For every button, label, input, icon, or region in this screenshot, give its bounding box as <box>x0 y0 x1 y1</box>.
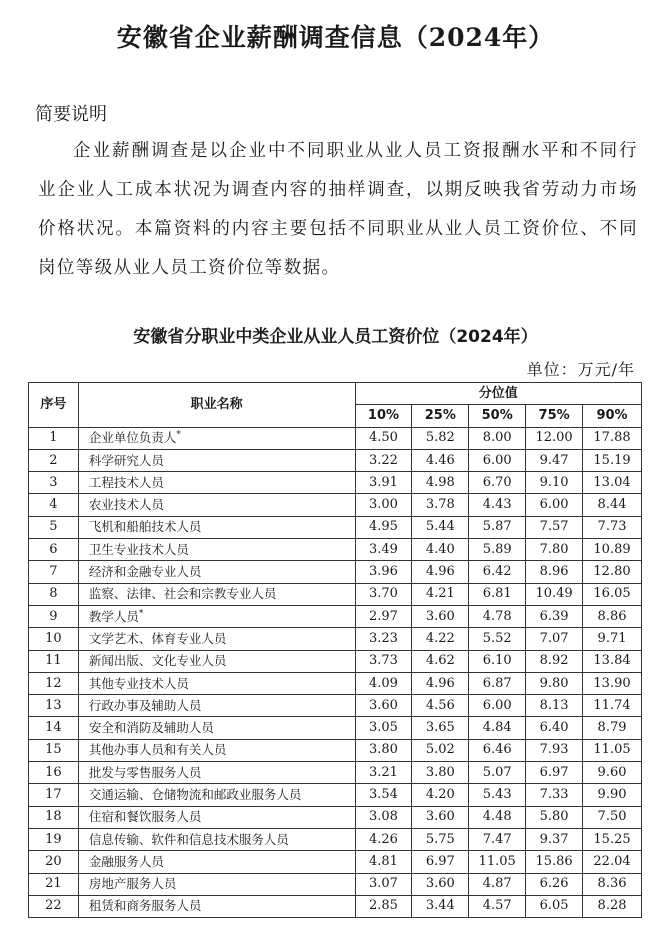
percentile-value: 9.71 <box>583 628 642 650</box>
percentile-value: 4.96 <box>412 561 469 583</box>
occupation-name <box>78 494 355 516</box>
percentile-value: 22.04 <box>583 851 642 873</box>
percentile-value: 6.00 <box>469 695 526 717</box>
header-name: 职业名称 <box>78 383 355 428</box>
occupation-name <box>78 828 355 850</box>
table-row <box>29 449 642 471</box>
row-index: 1 <box>29 427 79 449</box>
percentile-value: 4.09 <box>355 672 412 694</box>
percentile-value: 3.80 <box>412 762 469 784</box>
page-title: 安徽省企业薪酬调查信息（2024年） <box>116 23 555 52</box>
row-index: 2 <box>29 449 79 471</box>
occupation-label: 房地产服务人员 <box>88 876 177 892</box>
percentile-value: 3.60 <box>412 873 469 895</box>
header-p50: 50% <box>469 405 526 427</box>
percentile-value: 2.97 <box>355 605 412 627</box>
percentile-value: 4.20 <box>412 784 469 806</box>
percentile-value: 3.60 <box>355 695 412 717</box>
table-row <box>29 628 642 650</box>
occupation-name <box>78 472 355 494</box>
row-index: 3 <box>29 472 79 494</box>
percentile-value: 3.78 <box>412 494 469 516</box>
percentile-value: 6.97 <box>526 762 583 784</box>
percentile-value: 5.07 <box>469 762 526 784</box>
percentile-value: 5.02 <box>412 739 469 761</box>
percentile-value: 11.05 <box>469 851 526 873</box>
percentile-value: 6.97 <box>412 851 469 873</box>
occupation-label: 飞机和船舶技术人员 <box>88 519 202 535</box>
percentile-value: 4.56 <box>412 695 469 717</box>
occupation-label: 新闻出版、文化专业人员 <box>88 653 227 669</box>
row-index: 5 <box>29 516 79 538</box>
percentile-value: 7.73 <box>583 516 642 538</box>
intro-paragraph: 企业薪酬调查是以企业中不同职业从业人员工资报酬水平和不同行业企业人工成本状况为调查内容的抽样调查，以期反映我省劳动力市场价格状况。本篇资料的内容主要包括不同职业从业人员工资价位、不同岗位等级从业人员工资价位等数据。 <box>38 141 638 278</box>
occupation-name <box>78 539 355 561</box>
percentile-value: 4.96 <box>412 672 469 694</box>
occupation-name <box>78 762 355 784</box>
table-row <box>29 806 642 828</box>
percentile-value: 3.07 <box>355 873 412 895</box>
occupation-label: 行政办事及辅助人员 <box>88 697 202 713</box>
percentile-value: 11.74 <box>583 695 642 717</box>
percentile-value: 6.40 <box>526 717 583 739</box>
percentile-value: 13.90 <box>583 672 642 694</box>
table-row <box>29 605 642 627</box>
occupation-label: 交通运输、仓储物流和邮政业服务人员 <box>88 786 302 802</box>
row-index: 11 <box>29 650 79 672</box>
row-index: 10 <box>29 628 79 650</box>
occupation-label: 教学人员 <box>88 608 139 624</box>
occupation-name <box>78 561 355 583</box>
percentile-value: 5.52 <box>469 628 526 650</box>
occupation-name <box>78 895 355 917</box>
row-index: 16 <box>29 762 79 784</box>
row-index: 20 <box>29 851 79 873</box>
percentile-value: 6.70 <box>469 472 526 494</box>
table-row <box>29 472 642 494</box>
wage-table <box>28 382 642 918</box>
percentile-value: 4.84 <box>469 717 526 739</box>
header-p75: 75% <box>526 405 583 427</box>
percentile-value: 6.00 <box>526 494 583 516</box>
occupation-name <box>78 583 355 605</box>
table-row <box>29 784 642 806</box>
percentile-value: 9.90 <box>583 784 642 806</box>
percentile-value: 8.92 <box>526 650 583 672</box>
percentile-value: 8.86 <box>583 605 642 627</box>
occupation-label: 租赁和商务服务人员 <box>88 898 202 914</box>
percentile-value: 10.89 <box>583 539 642 561</box>
percentile-value: 4.81 <box>355 851 412 873</box>
percentile-value: 5.87 <box>469 516 526 538</box>
row-index: 14 <box>29 717 79 739</box>
percentile-value: 15.86 <box>526 851 583 873</box>
occupation-label: 金融服务人员 <box>88 853 164 869</box>
table-row <box>29 762 642 784</box>
occupation-name <box>78 784 355 806</box>
footnote-mark: * <box>138 608 144 619</box>
percentile-value: 3.54 <box>355 784 412 806</box>
percentile-value: 5.75 <box>412 828 469 850</box>
row-index: 22 <box>29 895 79 917</box>
occupation-name <box>78 717 355 739</box>
row-index: 7 <box>29 561 79 583</box>
percentile-value: 13.04 <box>583 472 642 494</box>
percentile-value: 4.57 <box>469 895 526 917</box>
table-row <box>29 739 642 761</box>
percentile-value: 3.00 <box>355 494 412 516</box>
percentile-value: 5.89 <box>469 539 526 561</box>
percentile-value: 2.85 <box>355 895 412 917</box>
percentile-value: 8.36 <box>583 873 642 895</box>
occupation-name <box>78 695 355 717</box>
header-percentile-group: 分位值 <box>355 383 641 405</box>
percentile-value: 3.44 <box>412 895 469 917</box>
percentile-value: 9.80 <box>526 672 583 694</box>
occupation-label: 经济和金融专业人员 <box>88 564 202 580</box>
percentile-value: 4.78 <box>469 605 526 627</box>
occupation-label: 批发与零售服务人员 <box>88 764 202 780</box>
row-index: 19 <box>29 828 79 850</box>
occupation-label: 信息传输、软件和信息技术服务人员 <box>88 831 289 847</box>
occupation-label: 监察、法律、社会和宗教专业人员 <box>88 586 277 602</box>
percentile-value: 3.80 <box>355 739 412 761</box>
percentile-value: 7.80 <box>526 539 583 561</box>
percentile-value: 5.80 <box>526 806 583 828</box>
percentile-value: 6.42 <box>469 561 526 583</box>
occupation-name <box>78 449 355 471</box>
table-row <box>29 895 642 917</box>
percentile-value: 5.82 <box>412 427 469 449</box>
percentile-value: 7.07 <box>526 628 583 650</box>
percentile-value: 9.60 <box>583 762 642 784</box>
percentile-value: 6.00 <box>469 449 526 471</box>
occupation-name <box>78 851 355 873</box>
percentile-value: 11.05 <box>583 739 642 761</box>
percentile-value: 6.26 <box>526 873 583 895</box>
occupation-name <box>78 873 355 895</box>
occupation-name <box>78 650 355 672</box>
row-index: 8 <box>29 583 79 605</box>
percentile-value: 3.73 <box>355 650 412 672</box>
percentile-value: 4.95 <box>355 516 412 538</box>
occupation-label: 安全和消防及辅助人员 <box>88 720 214 736</box>
percentile-value: 3.49 <box>355 539 412 561</box>
table-row <box>29 539 642 561</box>
percentile-value: 15.19 <box>583 449 642 471</box>
occupation-label: 其他办事人员和有关人员 <box>88 742 227 758</box>
percentile-value: 3.08 <box>355 806 412 828</box>
occupation-label: 卫生专业技术人员 <box>88 541 189 557</box>
table-row <box>29 695 642 717</box>
table-row <box>29 494 642 516</box>
percentile-value: 15.25 <box>583 828 642 850</box>
percentile-value: 8.00 <box>469 427 526 449</box>
percentile-value: 6.81 <box>469 583 526 605</box>
footnote-mark: * <box>176 430 181 441</box>
percentile-value: 6.46 <box>469 739 526 761</box>
occupation-name <box>78 605 355 627</box>
percentile-value: 8.79 <box>583 717 642 739</box>
header-row <box>29 383 642 405</box>
occupation-label: 工程技术人员 <box>88 474 164 490</box>
percentile-value: 3.21 <box>355 762 412 784</box>
occupation-label: 文学艺术、体育专业人员 <box>88 630 227 646</box>
percentile-value: 6.87 <box>469 672 526 694</box>
percentile-value: 7.93 <box>526 739 583 761</box>
header-index: 序号 <box>29 383 79 428</box>
table-body <box>29 427 642 918</box>
percentile-value: 4.87 <box>469 873 526 895</box>
occupation-name <box>78 427 355 449</box>
percentile-value: 8.13 <box>526 695 583 717</box>
percentile-value: 5.43 <box>469 784 526 806</box>
percentile-value: 3.60 <box>412 605 469 627</box>
percentile-value: 4.98 <box>412 472 469 494</box>
row-index: 6 <box>29 539 79 561</box>
table-row <box>29 828 642 850</box>
occupation-name <box>78 672 355 694</box>
percentile-value: 3.91 <box>355 472 412 494</box>
percentile-value: 13.84 <box>583 650 642 672</box>
percentile-value: 7.33 <box>526 784 583 806</box>
percentile-value: 6.10 <box>469 650 526 672</box>
row-index: 15 <box>29 739 79 761</box>
percentile-value: 3.60 <box>412 806 469 828</box>
occupation-name <box>78 516 355 538</box>
percentile-value: 3.65 <box>412 717 469 739</box>
percentile-value: 4.26 <box>355 828 412 850</box>
percentile-value: 4.21 <box>412 583 469 605</box>
percentile-value: 8.44 <box>583 494 642 516</box>
percentile-value: 17.88 <box>583 427 642 449</box>
row-index: 18 <box>29 806 79 828</box>
occupation-name <box>78 739 355 761</box>
percentile-value: 12.80 <box>583 561 642 583</box>
occupation-label: 其他专业技术人员 <box>88 675 189 691</box>
table-row <box>29 672 642 694</box>
percentile-value: 7.57 <box>526 516 583 538</box>
row-index: 9 <box>29 605 79 627</box>
intro-heading: 简要说明 <box>35 104 107 125</box>
percentile-value: 12.00 <box>526 427 583 449</box>
percentile-value: 9.10 <box>526 472 583 494</box>
table-row <box>29 873 642 895</box>
table-title: 安徽省分职业中类企业从业人员工资价位（2024年） <box>133 327 538 347</box>
row-index: 12 <box>29 672 79 694</box>
occupation-label: 住宿和餐饮服务人员 <box>88 809 202 825</box>
percentile-value: 8.96 <box>526 561 583 583</box>
table-row <box>29 851 642 873</box>
occupation-label: 企业单位负责人 <box>88 430 177 446</box>
percentile-value: 4.50 <box>355 427 412 449</box>
percentile-value: 7.47 <box>469 828 526 850</box>
occupation-name <box>78 628 355 650</box>
percentile-value: 4.62 <box>412 650 469 672</box>
header-p10: 10% <box>355 405 412 427</box>
row-index: 21 <box>29 873 79 895</box>
percentile-value: 9.47 <box>526 449 583 471</box>
table-row <box>29 427 642 449</box>
percentile-value: 7.50 <box>583 806 642 828</box>
percentile-value: 4.43 <box>469 494 526 516</box>
percentile-value: 6.39 <box>526 605 583 627</box>
table-row <box>29 583 642 605</box>
table-row <box>29 650 642 672</box>
occupation-label: 农业技术人员 <box>88 497 164 513</box>
unit-label: 单位：万元/年 <box>526 360 635 379</box>
percentile-value: 3.70 <box>355 583 412 605</box>
occupation-name <box>78 806 355 828</box>
row-index: 4 <box>29 494 79 516</box>
table-row <box>29 717 642 739</box>
percentile-value: 16.05 <box>583 583 642 605</box>
header-p90: 90% <box>583 405 642 427</box>
percentile-value: 8.28 <box>583 895 642 917</box>
table-row <box>29 516 642 538</box>
table-row <box>29 561 642 583</box>
percentile-value: 3.22 <box>355 449 412 471</box>
occupation-label: 科学研究人员 <box>88 452 164 468</box>
percentile-value: 6.05 <box>526 895 583 917</box>
percentile-value: 10.49 <box>526 583 583 605</box>
percentile-value: 3.96 <box>355 561 412 583</box>
row-index: 13 <box>29 695 79 717</box>
row-index: 17 <box>29 784 79 806</box>
percentile-value: 9.37 <box>526 828 583 850</box>
percentile-value: 3.23 <box>355 628 412 650</box>
percentile-value: 4.46 <box>412 449 469 471</box>
percentile-value: 3.05 <box>355 717 412 739</box>
header-p25: 25% <box>412 405 469 427</box>
percentile-value: 4.40 <box>412 539 469 561</box>
percentile-value: 5.44 <box>412 516 469 538</box>
percentile-value: 4.48 <box>469 806 526 828</box>
percentile-value: 4.22 <box>412 628 469 650</box>
